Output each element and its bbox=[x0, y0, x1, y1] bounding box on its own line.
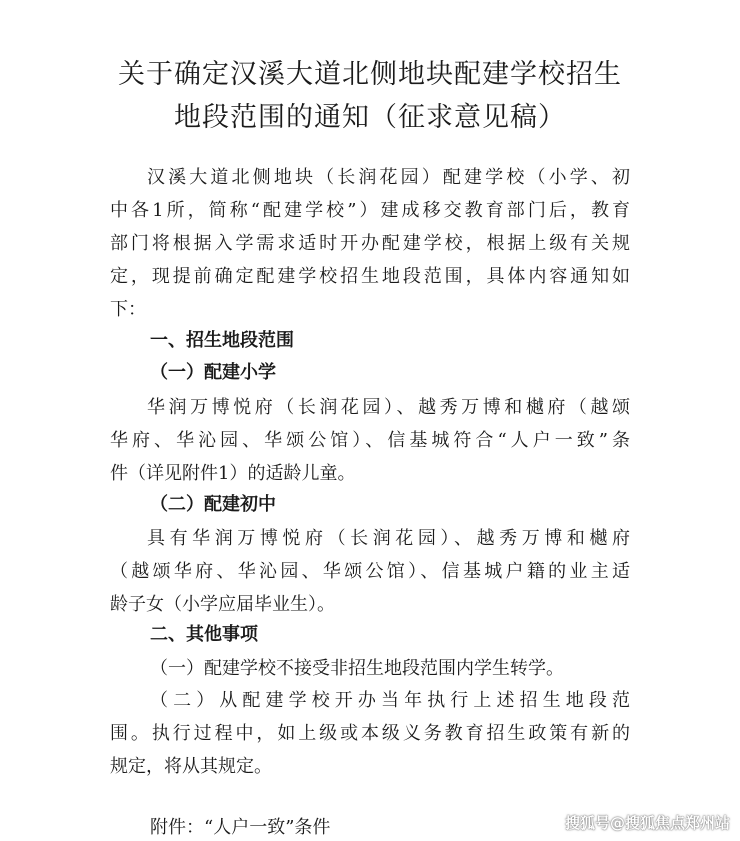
intro-line-1: 汉溪大道北侧地块（长润花园）配建学校（小学、初 bbox=[147, 167, 630, 188]
primary-school-line-2: 华府、华沁园、华颂公馆）、信基城符合“人户一致”条 bbox=[110, 430, 630, 451]
section-1-heading: 一、招生地段范围 bbox=[150, 330, 294, 351]
document-title-line-2: 地段范围的通知（征求意见稿） bbox=[174, 102, 566, 133]
document-title-line-1: 关于确定汉溪大道北侧地块配建学校招生 bbox=[118, 59, 622, 90]
intro-line-5: 下： bbox=[110, 299, 146, 320]
section-1-sub-2-heading: （二）配建初中 bbox=[150, 494, 276, 515]
section-1-sub-1-heading: （一）配建小学 bbox=[150, 362, 276, 383]
other-item-2-line-3: 规定，将从其规定。 bbox=[110, 756, 272, 777]
middle-school-line-1: 具有华润万博悦府（长润花园）、越秀万博和樾府 bbox=[147, 528, 630, 549]
section-2-heading: 二、其他事项 bbox=[150, 624, 258, 645]
primary-school-line-3: 件（详见附件1）的适龄儿童。 bbox=[110, 463, 356, 484]
other-item-2-line-1: （二）从配建学校开办当年执行上述招生地段范 bbox=[150, 690, 630, 711]
intro-line-3: 部门将根据入学需求适时开办配建学校，根据上级有关规 bbox=[110, 233, 630, 254]
middle-school-line-2: （越颂华府、华沁园、华颂公馆）、信基城户籍的业主适 bbox=[110, 561, 630, 582]
middle-school-line-3: 龄子女（小学应届毕业生）。 bbox=[110, 594, 335, 615]
primary-school-line-1: 华润万博悦府（长润花园）、越秀万博和樾府（越颂 bbox=[147, 397, 630, 418]
sohu-watermark: 搜狐号@搜狐焦点郑州站 bbox=[564, 814, 730, 832]
attachment-note: 附件：“人户一致”条件 bbox=[150, 817, 331, 838]
other-item-1: （一）配建学校不接受非招生地段范围内学生转学。 bbox=[150, 658, 564, 679]
intro-line-4: 定，现提前确定配建学校招生地段范围，具体内容通知如 bbox=[110, 266, 630, 287]
other-item-2-line-2: 围。执行过程中，如上级或本级义务教育招生政策有新的 bbox=[110, 723, 630, 744]
intro-line-2: 中各1所，简称“配建学校”）建成移交教育部门后，教育 bbox=[110, 200, 630, 221]
